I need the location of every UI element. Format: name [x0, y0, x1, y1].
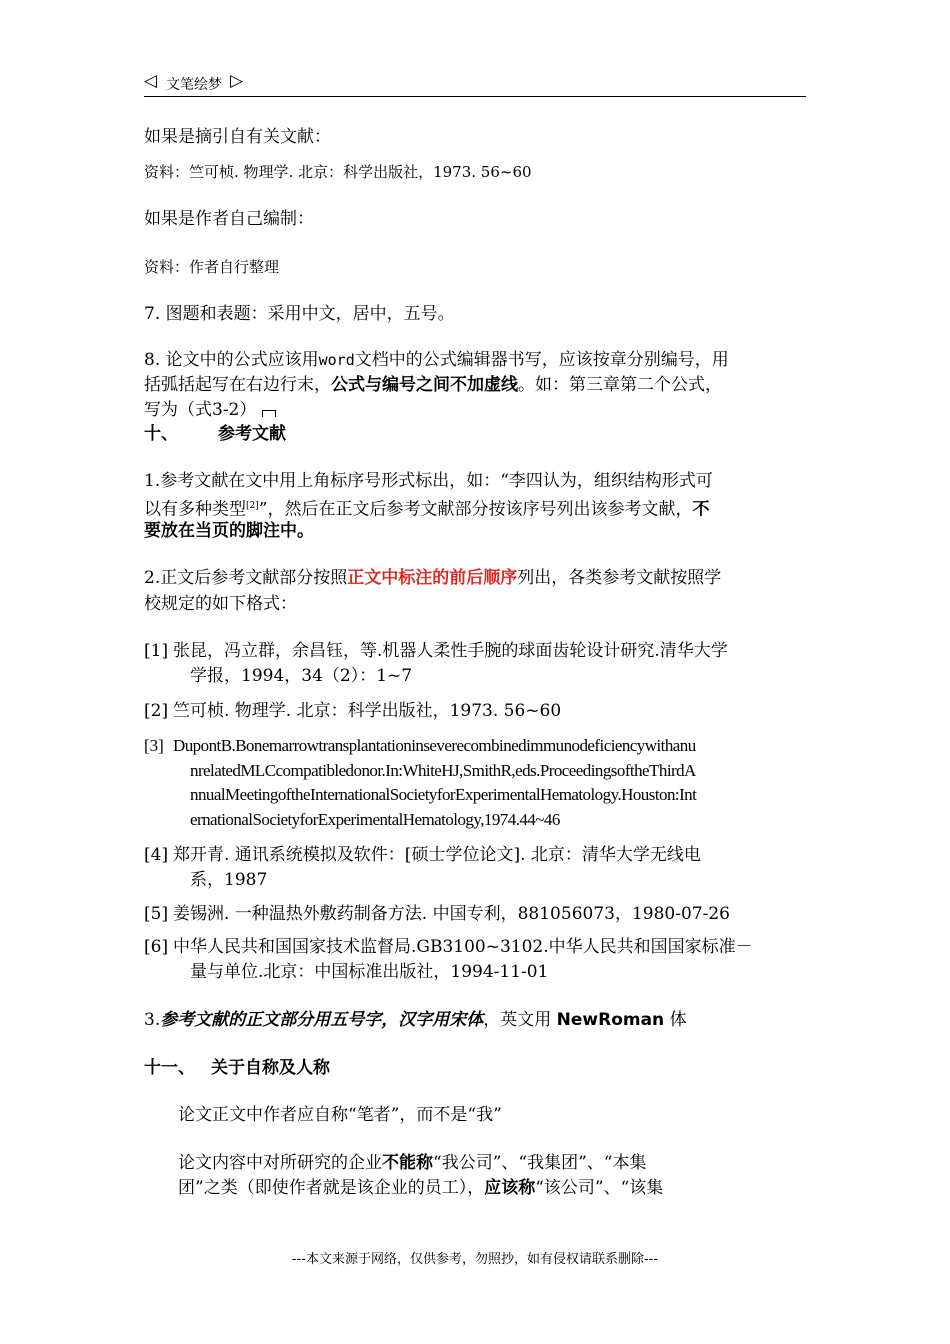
company-reference-rule-line-2: 团”之类（即使作者就是该企业的员工），应该称“该公司”、“该集 [178, 1178, 664, 1198]
paragraph-cited-source: 如果是摘引自有关文献： [144, 127, 331, 147]
page-header [144, 72, 806, 97]
emphasis-font-size-rule: 参考文献的正文部分用五号字，汉字用宋体 [160, 1010, 484, 1030]
source-example-self: 资料：作者自行整理 [144, 258, 280, 276]
section-10-title: 参考文献 [218, 424, 286, 444]
emphasis-citation-order: 正文中标注的前后顺序 [347, 568, 518, 588]
reference-rule-1-line-2: 以有多种类型[2]”，然后在正文后参考文献部分按该序号列出该参考文献，不 [144, 499, 710, 520]
reference-rule-1-line-1: 1.参考文献在文中用上角标序号形式标出，如：“李四认为，组织结构形式可 [144, 471, 713, 491]
reference-rule-1-line-3: 要放在当页的脚注中。 [144, 521, 314, 541]
rule-figure-table-titles: 7. 图题和表题：采用中文，居中，五号。 [144, 304, 455, 324]
rule-formula-line-3: 写为（式3-2） [144, 398, 809, 422]
reference-rule-3: 3.参考文献的正文部分用五号字，汉字用宋体，英文用 NewRoman 体 [144, 1010, 687, 1030]
section-11-heading [144, 1056, 809, 1080]
field-mark-icon [262, 410, 276, 417]
emphasis-no-dotted-line: 公式与编号之间不加虚线 [331, 375, 518, 395]
section-10-heading [144, 422, 809, 446]
section-11-title: 关于自称及人称 [211, 1058, 330, 1078]
self-reference-rule: 论文正文中作者应自称“笔者”，而不是“我” [178, 1105, 502, 1125]
page-footer-disclaimer: ---本文来源于网络，仅供参考，勿照抄，如有侵权请联系删除--- [291, 1252, 659, 1267]
rule-formula-line-2: 括弧括起写在右边行末，公式与编号之间不加虚线。如：第三章第二个公式， [144, 375, 722, 395]
section-11-number: 十一、 [144, 1058, 195, 1078]
header-title: 文笔绘梦 [166, 77, 222, 93]
right-triangle-icon: ▷ [230, 71, 244, 91]
document-page: ◁ 文笔绘梦 ▷ 如果是摘引自有关文献： 资料：竺可桢. 物理学. 北京：科学出版社，1973. 56~60 如果是作者自己编制： 资料：作者自行整理 7. 图题和表题：采用中文，居中，五号。 8. 论文中的公式应该用word文档中的公式编辑器书写，应该按章分别编号，用 括弧括起写在右边行末，公式与编号之间不加虚线。如：第三章第二个公式， 写为（式3-2） 十、 参考文献 1.参考文献在文中用上角标序号形式标出，如：“李四认为，组织结构形式可 以有多种类型[2]”，然后在正文后参考文献部分按该序号列出该参考文献，不 要放在当页的脚注中。 2.正文后参考文献部分按照正文中标注的前后顺序列出，各类参考文献按照学 校规定的如下格式： [1] 张昆，冯立群，余昌钰，等.机器人柔性手腕的球面齿轮设计研究.清华大学 学报，1994，34（2）：1~7 [2] 竺可桢. 物理学. 北京：科学出版社，1973. 56~60 [3] DupontB.Bonemarrowtransplantationinseverecombinedimmunodeficiencywithanu nrelatedMLCcompatibledonor.In:WhiteHJ,SmithR,eds.ProceedingsoftheThirdA nnualMeetingoftheInternationalSocietyforExperimentalHematology.Houston:Int ernationalSocietyforExperimentalHematology,1974.44~46 [4] 郑开青. 通讯系统模拟及软件：[硕士学位论文]. 北京：清华大学无线电 系，1987 [5] 姜锡洲. 一种温热外敷药制备方法. 中国专利，881056073，1980-07-26 [6] 中华人民共和国国家技术监督局.GB3100~3102.中华人民共和国国家标准－ 量与单位.北京：中国标准出版社，1994-11-01 3.参考文献的正文部分用五号字，汉字用宋体，英文用 NewRoman 体 十一、 关于自称及人称 论文正文中作者应自称“笔者”，而不是“我” 论文内容中对所研究的企业不能称“我公司”、“我集团”、“本集 团”之类（即使作者就是该企业的员工），应该称“该公司”、“该集 ---本文来源于网络，仅供参考，勿照抄，如有侵权请联系删除--- [0, 0, 950, 1344]
section-10-number: 十、 [144, 424, 178, 444]
paragraph-self-compiled: 如果是作者自己编制： [144, 209, 314, 229]
superscript-citation: [2] [246, 501, 259, 511]
source-example-citation: 资料：竺可桢. 物理学. 北京：科学出版社，1973. 56~60 [144, 163, 532, 181]
reference-rule-2-line-1: 2.正文后参考文献部分按照正文中标注的前后顺序列出，各类参考文献按照学 [144, 568, 722, 588]
company-reference-rule-line-1: 论文内容中对所研究的企业不能称“我公司”、“我集团”、“本集 [178, 1153, 647, 1173]
rule-formula-line-1: 8. 论文中的公式应该用word文档中的公式编辑器书写，应该按章分别编号，用 [144, 350, 729, 370]
left-triangle-icon: ◁ [144, 71, 158, 91]
reference-rule-2-line-2: 校规定的如下格式： [144, 594, 297, 614]
